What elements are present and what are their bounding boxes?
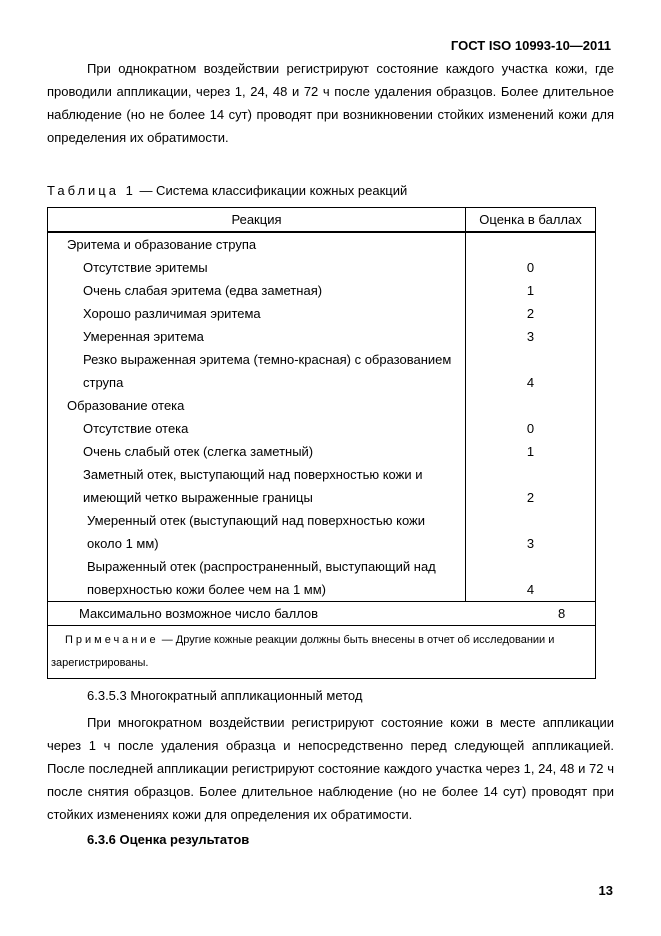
table-row <box>48 325 596 348</box>
skin-reaction-table <box>47 207 596 679</box>
reaction-cell: Умеренная эритема <box>48 325 466 348</box>
reaction-cell: Очень слабый отек (слегка заметный) <box>48 440 466 463</box>
reaction-cell: Резко выраженная эритема (темно-красная) с образованием <box>48 348 466 371</box>
column-header-reaction: Реакция <box>48 208 466 233</box>
total-value: 8 <box>558 606 566 621</box>
reaction-cell: Очень слабая эритема (едва заметная) <box>48 279 466 302</box>
score-cell <box>466 232 596 256</box>
reaction-cell: Образование отека <box>48 394 466 417</box>
table-row <box>48 509 596 532</box>
total-label: Максимально возможное число баллов <box>79 606 319 621</box>
table-row <box>48 578 596 602</box>
total-cell <box>48 602 596 626</box>
table-row <box>48 371 596 394</box>
score-cell: 2 <box>466 302 596 325</box>
document-header: ГОСТ ISO 10993-10—2011 <box>450 38 611 53</box>
reaction-cell: Эритема и образование струпа <box>48 232 466 256</box>
reaction-cell: Заметный отек, выступающий над поверхностью кожи и <box>48 463 466 486</box>
reaction-cell: поверхностью кожи более чем на 1 мм) <box>48 578 466 602</box>
table-caption-label: Таблица 1 <box>47 183 136 198</box>
table-row <box>48 232 596 256</box>
reaction-cell: Выраженный отек (распространенный, выступающий над <box>48 555 466 578</box>
table-caption <box>47 183 407 198</box>
score-cell: 0 <box>466 256 596 279</box>
table-row <box>48 348 596 371</box>
score-cell: 4 <box>466 371 596 394</box>
page-number: 13 <box>598 883 613 898</box>
reaction-cell: около 1 мм) <box>48 532 466 555</box>
table-row <box>48 417 596 440</box>
table-row <box>48 486 596 509</box>
section-heading-6-3-6: 6.3.6 Оценка результатов <box>87 832 250 847</box>
reaction-cell: Отсутствие эритемы <box>48 256 466 279</box>
table-row <box>48 532 596 555</box>
note-label: Примечание <box>65 634 159 646</box>
table-caption-text: — Система классификации кожных реакций <box>135 183 408 198</box>
reaction-cell: струпа <box>48 371 466 394</box>
score-cell <box>466 509 596 532</box>
paragraph-single-exposure: При однократном воздействии регистрируют состояние каждого участка кожи, где проводили аппликации, через 1, 24, 48 и 72 ч после удаления образцов. Более длительное наблюдение (но не более 14 сут) проводят при возникновении стойких изменений кожи для определения их обратимости. <box>47 61 614 145</box>
score-cell <box>466 348 596 371</box>
reaction-cell: Хорошо различимая эритема <box>48 302 466 325</box>
score-cell <box>466 394 596 417</box>
table-header-row <box>48 208 596 233</box>
reaction-cell: имеющий четко выраженные границы <box>48 486 466 509</box>
table-row <box>48 394 596 417</box>
score-cell: 0 <box>466 417 596 440</box>
note-text: — Другие кожные реакции должны быть внесены в отчет об исследовании и зарегистрированы. <box>51 634 555 669</box>
table-row <box>48 440 596 463</box>
table-row <box>48 256 596 279</box>
paragraph-repeated-exposure: При многократном воздействии регистрируют состояние кожи в месте аппликации через 1 ч после удаления образца и непосредственно перед следующей аппликацией. После последней аппликации регистрируют состояние каждого участка через 1, 24, 48 и 72 ч после снятия образцов. Более длительное наблюдение (но не более 14 сут) проводят при стойких изменениях кожи для определения их обратимости. <box>47 715 614 822</box>
table-row <box>48 463 596 486</box>
score-cell: 1 <box>466 440 596 463</box>
score-cell: 1 <box>466 279 596 302</box>
score-cell <box>466 463 596 486</box>
reaction-cell: Отсутствие отека <box>48 417 466 440</box>
score-cell: 3 <box>466 532 596 555</box>
note-row <box>48 626 596 679</box>
total-row <box>48 602 596 626</box>
table-row <box>48 555 596 578</box>
score-cell: 3 <box>466 325 596 348</box>
column-header-score: Оценка в баллах <box>466 208 596 233</box>
table-row <box>48 279 596 302</box>
score-cell <box>466 555 596 578</box>
score-cell: 4 <box>466 578 596 602</box>
section-heading-6-3-5-3: 6.3.5.3 Многократный аппликационный метод <box>87 688 363 703</box>
table-row <box>48 302 596 325</box>
reaction-cell: Умеренный отек (выступающий над поверхностью кожи <box>48 509 466 532</box>
score-cell: 2 <box>466 486 596 509</box>
note-cell <box>48 626 596 679</box>
